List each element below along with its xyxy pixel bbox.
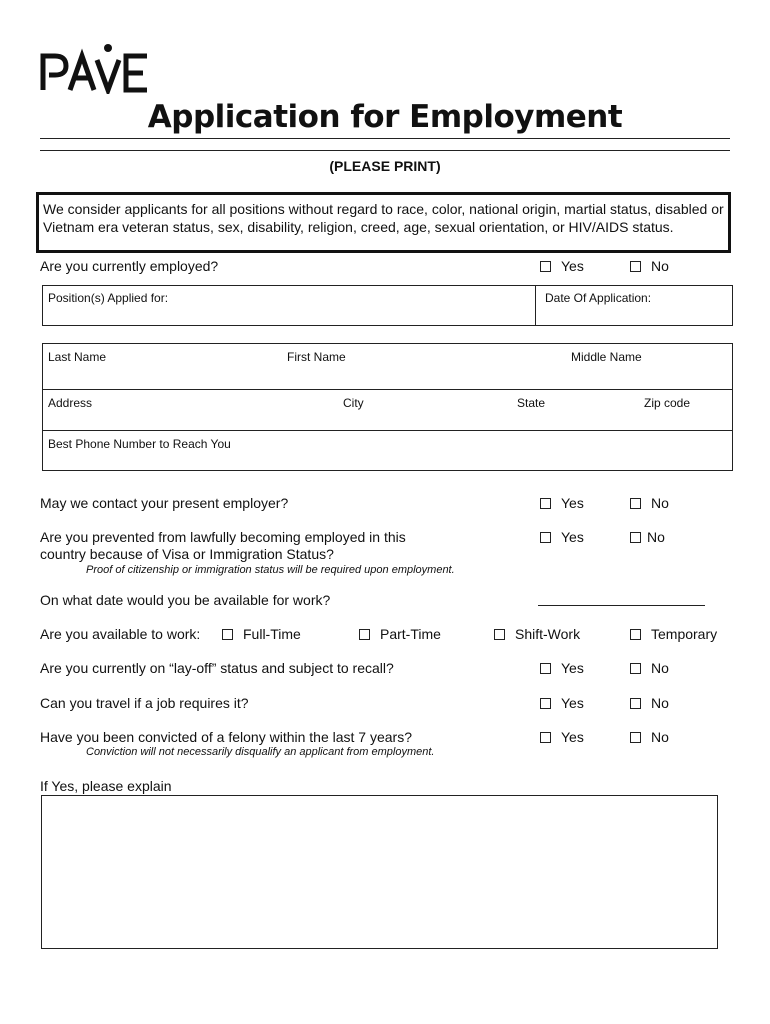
felony-note: Conviction will not necessarily disqualify an applicant from employment. — [86, 746, 435, 758]
shift-work-option[interactable]: Shift-Work — [494, 626, 580, 642]
date-of-application-field[interactable]: Date Of Application: — [545, 291, 652, 305]
positions-applied-field[interactable]: Position(s) Applied for: — [48, 291, 169, 305]
checkbox-icon[interactable] — [630, 732, 641, 743]
middle-name-field[interactable]: Middle Name — [571, 350, 642, 364]
layoff-no-option[interactable]: No — [630, 660, 669, 676]
pave-logo-graphic — [40, 42, 152, 94]
city-field[interactable]: City — [343, 396, 364, 410]
checkbox-icon[interactable] — [630, 498, 641, 509]
felony-no-option[interactable]: No — [630, 729, 669, 745]
visa-question — [40, 529, 406, 563]
visa-no-option[interactable]: No — [630, 529, 665, 545]
explain-textarea[interactable] — [41, 795, 718, 949]
visa-note: Proof of citizenship or immigration status will be required upon employment. — [86, 564, 455, 576]
checkbox-icon[interactable] — [222, 629, 233, 640]
checkbox-icon[interactable] — [494, 629, 505, 640]
checkbox-icon[interactable] — [540, 498, 551, 509]
checkbox-icon[interactable] — [359, 629, 370, 640]
layoff-yes-option[interactable]: Yes — [540, 660, 584, 676]
available-date-question: On what date would you be available for work? — [40, 592, 331, 608]
contact-employer-no-option[interactable]: No — [630, 495, 669, 511]
pave-logo — [40, 42, 152, 94]
checkbox-icon[interactable] — [630, 698, 641, 709]
checkbox-icon[interactable] — [540, 532, 551, 543]
part-time-option[interactable]: Part-Time — [359, 626, 441, 642]
felony-yes-option[interactable]: Yes — [540, 729, 584, 745]
please-print-label: (PLEASE PRINT) — [329, 158, 441, 174]
checkbox-icon[interactable] — [630, 629, 641, 640]
state-field[interactable]: State — [517, 396, 546, 410]
equal-opportunity-notice: We consider applicants for all positions without regard to race, color, national origin, martial status, disabled or Vietnam era veteran status, sex, disability, religion, creed, age, sexual orientation, or HIV/AIDS status. — [36, 192, 731, 253]
travel-no-option[interactable]: No — [630, 695, 669, 711]
contact-box-divider-1 — [42, 389, 733, 390]
visa-question-line-2: country because of Visa or Immigration Status? — [40, 546, 334, 562]
checkbox-icon[interactable] — [630, 532, 641, 543]
checkbox-icon[interactable] — [540, 261, 551, 272]
visa-yes-option[interactable]: Yes — [540, 529, 584, 545]
phone-field[interactable]: Best Phone Number to Reach You — [48, 437, 231, 451]
checkbox-icon[interactable] — [540, 698, 551, 709]
title-rule-top — [40, 138, 730, 139]
visa-question-line-1: Are you prevented from lawfully becoming employed in this — [40, 529, 406, 545]
first-name-field[interactable]: First Name — [287, 350, 346, 364]
employed-no-option[interactable]: No — [630, 258, 669, 274]
zip-code-field[interactable]: Zip code — [644, 396, 691, 410]
position-box-divider — [535, 285, 536, 326]
checkbox-icon[interactable] — [630, 663, 641, 674]
checkbox-icon[interactable] — [540, 732, 551, 743]
travel-yes-option[interactable]: Yes — [540, 695, 584, 711]
felony-question: Have you been convicted of a felony within the last 7 years? — [40, 729, 412, 745]
checkbox-icon[interactable] — [540, 663, 551, 674]
travel-question: Can you travel if a job requires it? — [40, 695, 249, 711]
full-time-option[interactable]: Full-Time — [222, 626, 301, 642]
temporary-option[interactable]: Temporary — [630, 626, 717, 642]
title-rule-bottom — [40, 150, 730, 151]
employed-question: Are you currently employed? — [40, 258, 219, 274]
layoff-question: Are you currently on “lay-off” status and subject to recall? — [40, 660, 394, 676]
address-field[interactable]: Address — [48, 396, 93, 410]
last-name-field[interactable]: Last Name — [48, 350, 107, 364]
available-date-line[interactable] — [538, 605, 705, 606]
contact-box-divider-2 — [42, 430, 733, 431]
contact-employer-question: May we contact your present employer? — [40, 495, 289, 511]
explain-label: If Yes, please explain — [40, 778, 172, 794]
employed-yes-option[interactable]: Yes — [540, 258, 584, 274]
checkbox-icon[interactable] — [630, 261, 641, 272]
contact-employer-yes-option[interactable]: Yes — [540, 495, 584, 511]
availability-question: Are you available to work: — [40, 626, 201, 642]
page-title: Application for Employment — [147, 99, 623, 135]
